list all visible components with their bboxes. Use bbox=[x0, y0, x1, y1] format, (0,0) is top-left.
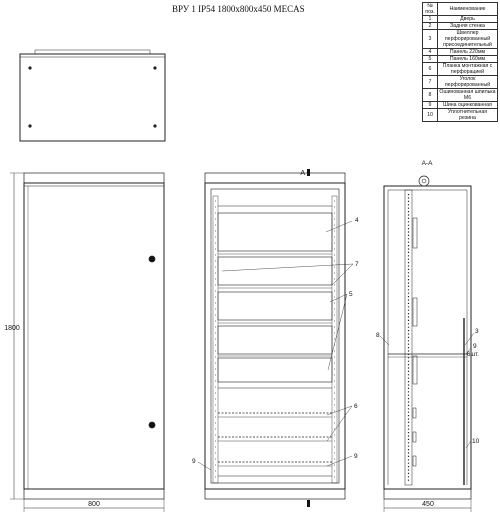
spec-num: 10 bbox=[423, 109, 438, 122]
spec-name: Планка монтажная с перфорацией bbox=[438, 63, 498, 76]
spec-num: 6 bbox=[423, 63, 438, 76]
spec-num: 9 bbox=[423, 102, 438, 109]
panel-160 bbox=[218, 257, 332, 285]
spec-name: Уголок перфорированный bbox=[438, 76, 498, 89]
callout-9-left: 9 bbox=[192, 458, 196, 465]
spec-name: Панель 160мм bbox=[438, 56, 498, 63]
callout-10: 10 bbox=[472, 438, 480, 445]
front-view-closed bbox=[10, 173, 164, 512]
front-view-open bbox=[198, 169, 353, 507]
spec-name: Шина оцинкованная bbox=[438, 102, 498, 109]
top-view bbox=[20, 50, 165, 141]
spec-num: 1 bbox=[423, 16, 438, 23]
panel-160 bbox=[218, 292, 332, 320]
callout-3: 3 bbox=[475, 328, 479, 335]
drawing-title: ВРУ 1 IP54 1800х800х450 MECAS bbox=[172, 4, 305, 14]
callout-7: 7 bbox=[355, 261, 359, 268]
spec-num: 7 bbox=[423, 76, 438, 89]
spec-num: 3 bbox=[423, 30, 438, 49]
spec-name: Швеллер перфорированный присоединительный bbox=[438, 30, 498, 49]
spec-num: 2 bbox=[423, 23, 438, 30]
spec-name: Уплотнительная резина bbox=[438, 109, 498, 122]
height-label: 1800 bbox=[4, 325, 20, 332]
callout-9-side: 9 bbox=[473, 343, 477, 350]
width-label: 800 bbox=[88, 501, 100, 508]
panel-220 bbox=[218, 213, 332, 251]
callout-4: 4 bbox=[355, 217, 359, 224]
panel-160 bbox=[218, 326, 332, 354]
callout-9: 9 bbox=[354, 453, 358, 460]
side-section-view bbox=[380, 176, 474, 512]
spec-num: 8 bbox=[423, 89, 438, 102]
section-label: А-А bbox=[421, 160, 433, 167]
lock-icon bbox=[149, 422, 155, 428]
callout-5: 5 bbox=[349, 291, 353, 298]
spec-name: Задняя стенка bbox=[438, 23, 498, 30]
spec-name: Ошинованная шпилька М6 bbox=[439, 89, 496, 101]
callout-qty: 6шт. bbox=[467, 352, 479, 358]
spec-num: 5 bbox=[423, 56, 438, 63]
depth-label: 450 bbox=[422, 501, 434, 508]
section-letter-a: А bbox=[300, 170, 305, 177]
lock-icon bbox=[149, 256, 155, 262]
section-mark bbox=[307, 169, 310, 176]
section-mark bbox=[307, 500, 310, 507]
callout-6: 6 bbox=[354, 403, 358, 410]
spec-name: Панель 220мм bbox=[438, 49, 498, 56]
spec-header-name: Наименование bbox=[438, 3, 498, 16]
spec-header-num: № поз. bbox=[423, 3, 438, 16]
spec-name: Дверь bbox=[438, 16, 498, 23]
callout-8: 8 bbox=[376, 332, 380, 339]
panel-160 bbox=[218, 358, 332, 382]
spec-num: 4 bbox=[423, 49, 438, 56]
